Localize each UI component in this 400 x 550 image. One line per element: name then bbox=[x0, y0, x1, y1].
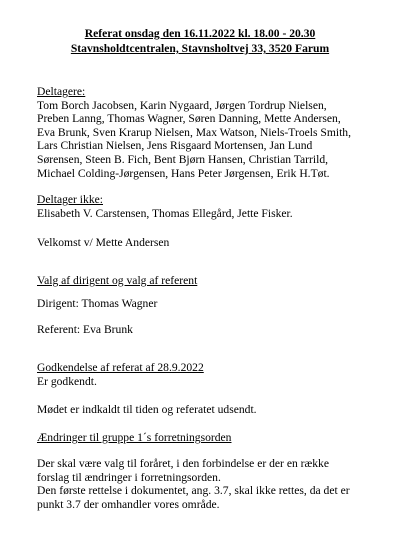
approval-section bbox=[37, 361, 392, 388]
page-title: Referat onsdag den 16.11.2022 kl. 18.00 - 20.30 bbox=[84, 27, 316, 40]
chairman-line: Dirigent: Thomas Wagner bbox=[37, 297, 158, 310]
election-heading: Valg af dirigent og valg af referent bbox=[37, 274, 198, 287]
meeting-location: Stavnsholdtcentralen, Stavnsholtvej 33, 3520 Farum bbox=[70, 42, 330, 55]
welcome-line: Velkomst v/ Mette Andersen bbox=[37, 236, 170, 249]
participants-line: Sørensen, Steen B. Fich, Bent Bjørn Hansen, Christian Tarrild, bbox=[37, 152, 329, 166]
participants-line: Lars Christian Nielsen, Jens Risgaard Mortensen, Jan Lund bbox=[37, 139, 313, 153]
participants-line: Preben Lanng, Thomas Wagner, Søren Danning, Mette Andersen, bbox=[37, 112, 341, 126]
participants-section bbox=[37, 85, 392, 180]
participants-heading: Deltagere: bbox=[37, 85, 86, 98]
participants-line: Eva Brunk, Sven Krarup Nielsen, Max Watson, Niels-Troels Smith, bbox=[37, 125, 352, 139]
approval-heading: Godkendelse af referat af 28.9.2022 bbox=[37, 361, 204, 374]
absent-list: Elisabeth V. Carstensen, Thomas Ellegård, Jette Fisker. bbox=[37, 206, 293, 220]
absent-section bbox=[37, 193, 392, 220]
amendments-heading: Ændringer til gruppe 1´s forretningsorden bbox=[37, 431, 232, 444]
secretary-line: Referent: Eva Brunk bbox=[37, 323, 133, 336]
participants-line: Tom Borch Jacobsen, Karin Nygaard, Jørgen Tordrup Nielsen, bbox=[37, 98, 327, 112]
amendments-paragraph: Der skal være valg til foråret, i den forbindelse er der en række forslag til ændringer i forretningsorden. Den første rettelse i dokumentet, ang. 3.7, skal ikke rettes, da det er punkt 3.7 der omhandler vores område. bbox=[37, 457, 350, 511]
meeting-note: Mødet er indkaldt til tiden og referatet udsendt. bbox=[37, 403, 257, 416]
approval-text: Er godkendt. bbox=[37, 374, 97, 388]
absent-heading: Deltager ikke: bbox=[37, 193, 103, 206]
participants-line: Michael Colding-Jørgensen, Hans Peter Jørgensen, Erik H.Tøt. bbox=[37, 166, 330, 180]
